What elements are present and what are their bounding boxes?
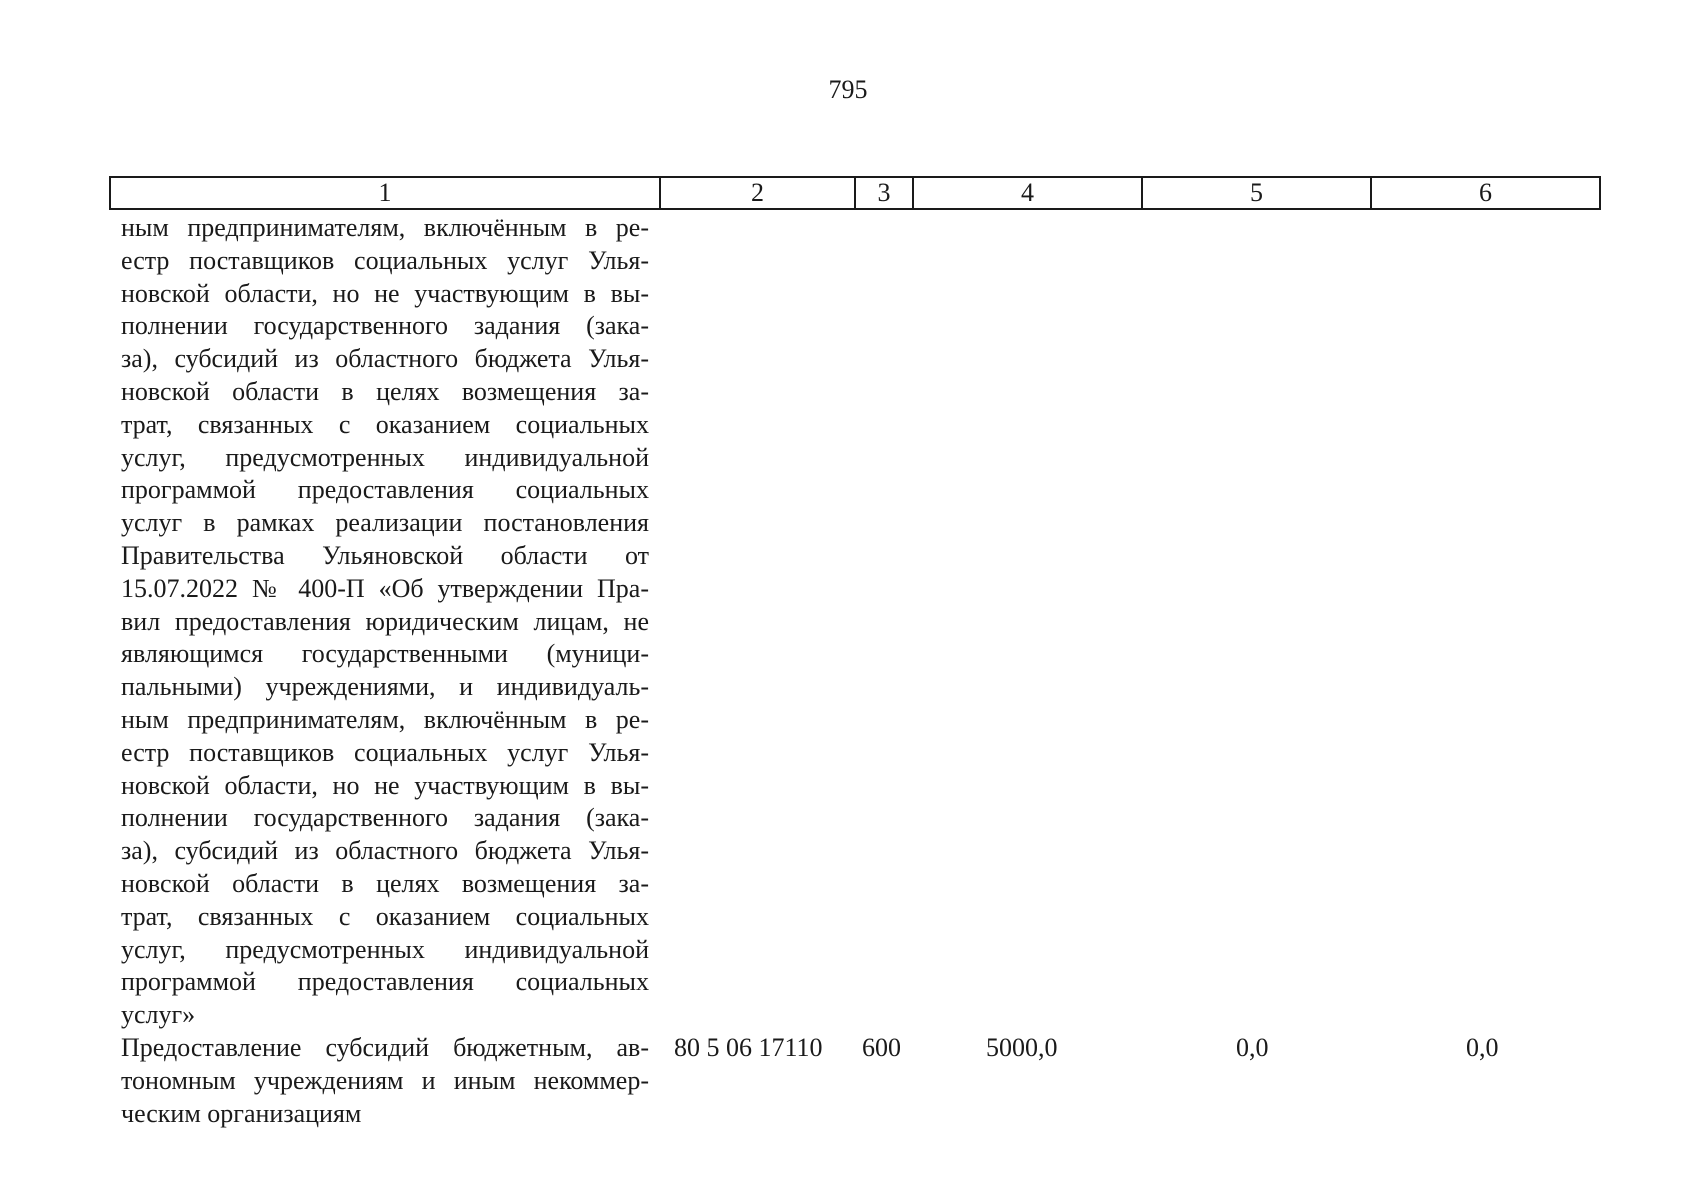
header-col-5: 5 (1142, 177, 1371, 209)
text-line: естр поставщиков социальных услуг Улья- (121, 737, 649, 767)
row-group: 600 (862, 1033, 901, 1062)
text-line: Предоставление субсидий бюджетным, ав- (121, 1033, 649, 1062)
page-number: 795 (828, 75, 868, 104)
text-line: являющимся государственными (муници- (121, 639, 649, 669)
text-line: ческим организациям (121, 1098, 362, 1128)
text-line: новской области, но не участвующим в вы- (121, 770, 649, 800)
header-col-3: 3 (855, 177, 913, 209)
text-line: Правительства Ульяновской области от (121, 540, 649, 570)
header-col-4: 4 (913, 177, 1142, 209)
text-line: за), субсидий из областного бюджета Улья- (121, 344, 649, 374)
header-col-2: 2 (660, 177, 855, 209)
row-col5-value: 0,0 (1236, 1033, 1269, 1062)
text-line: за), субсидий из областного бюджета Улья- (121, 836, 649, 866)
row-code: 80 5 06 17110 (674, 1033, 823, 1062)
text-line: пальными) учреждениями, и индивидуаль- (121, 672, 649, 702)
text-line: естр поставщиков социальных услуг Улья- (121, 245, 649, 275)
continuation-text (121, 212, 649, 1032)
text-line: программой предоставления социальных (121, 475, 649, 505)
text-line: ным предпринимателям, включённым в ре- (121, 213, 649, 242)
text-line: вил предоставления юридическим лицам, не (121, 606, 649, 636)
text-line: тономным учреждениям и иным некоммер- (121, 1065, 649, 1095)
text-line: полнении государственного задания (зака- (121, 803, 649, 833)
row-col4-value: 5000,0 (986, 1033, 1058, 1062)
text-line: услуг» (121, 1000, 196, 1030)
header-col-6: 6 (1371, 177, 1600, 209)
text-line: трат, связанных с оказанием социальных (121, 901, 649, 931)
text-line: 15.07.2022 № 400-П «Об утверждении Пра- (121, 573, 649, 603)
header-col-1: 1 (110, 177, 660, 209)
row-col6-value: 0,0 (1466, 1033, 1499, 1062)
table-header (109, 176, 1601, 210)
text-line: услуг, предусмотренных индивидуальной (121, 934, 649, 964)
text-line: новской области в целях возмещения за- (121, 868, 649, 898)
text-line: трат, связанных с оказанием социальных (121, 409, 649, 439)
text-line: новской области в целях возмещения за- (121, 376, 649, 406)
text-line: ным предпринимателям, включённым в ре- (121, 704, 649, 734)
text-line: новской области, но не участвующим в вы- (121, 278, 649, 308)
text-line: услуг, предусмотренных индивидуальной (121, 442, 649, 472)
row-description (121, 1032, 649, 1130)
text-line: услуг в рамках реализации постановления (121, 508, 649, 538)
text-line: полнении государственного задания (зака- (121, 311, 649, 341)
text-line: программой предоставления социальных (121, 967, 649, 997)
